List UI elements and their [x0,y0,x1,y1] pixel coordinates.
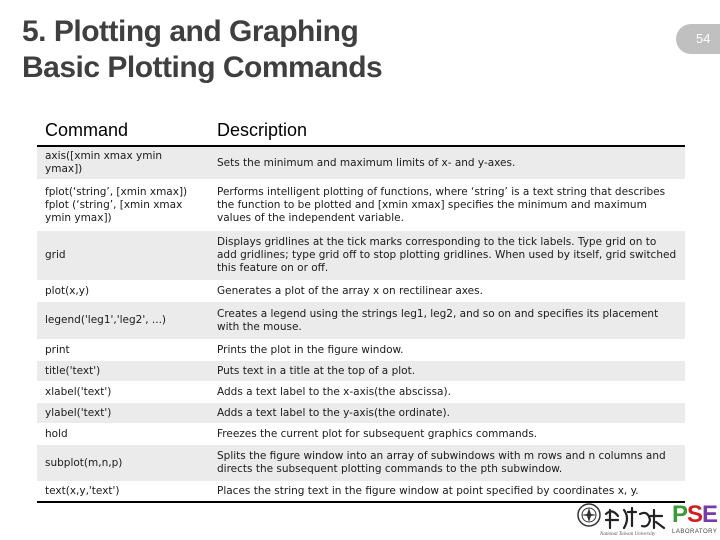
description-cell: Puts text in a title at the top of a plot. [209,361,685,382]
table-row [37,281,685,302]
page-title [22,14,382,86]
university-seal-icon [576,502,602,532]
command-cell: hold [37,424,209,445]
description-cell: Prints the plot in the figure window. [209,340,685,361]
command-cell: legend('leg1','leg2', ...) [37,302,209,340]
table-row [37,482,685,503]
description-cell: Adds a text label to the y-axis(the ordinate). [209,403,685,424]
table-row [37,445,685,482]
laboratory-label: LABORATORY [672,529,718,535]
table-row [37,340,685,361]
footer-logos [576,502,716,538]
description-cell: Generates a plot of the array x on rectilinear axes. [209,281,685,302]
description-cell: Adds a text label to the x-axis(the abscissa). [209,382,685,403]
description-cell: Sets the minimum and maximum limits of x- and y-axes. [209,146,685,180]
command-cell: subplot(m,n,p) [37,445,209,482]
command-cell: title('text') [37,361,209,382]
description-cell: Displays gridlines at the tick marks corresponding to the tick labels. Type grid on to add gridlines; type grid off to stop plotting gridlines. When used by itself, grid switched this feature on or off. [209,231,685,281]
table-row [37,424,685,445]
commands-table [37,113,685,503]
command-cell: fplot(‘string’, [xmin xmax]) fplot (‘string’, [xmin xmax ymin ymax]) [37,180,209,231]
command-cell: axis([xmin xmax ymin ymax]) [37,146,209,180]
table-row [37,146,685,180]
pse-logo [672,502,717,528]
command-cell: plot(x,y) [37,281,209,302]
header-description: Description [217,119,308,140]
title-line-2: Basic Plotting Commands [22,51,383,84]
description-cell: Splits the figure window into an array of subwindows with m rows and n columns and directs the subsequent plotting commands to the pth subwindow. [209,445,685,482]
table-row [37,231,685,281]
description-cell: Performs intelligent plotting of functions, where ‘string’ is a text string that describes the function to be plotted and [xmin xmax] specifies the minimum and maximum values of the independent variable. [209,180,685,231]
pse-letter-p: P [672,501,688,528]
table-row [37,403,685,424]
pse-letter-e: E [702,501,718,528]
university-caption: National Taiwan University [600,532,656,537]
table-row [37,180,685,231]
command-cell: xlabel('text') [37,382,209,403]
command-cell: ylabel('text') [37,403,209,424]
description-cell: Places the string text in the figure window at point specified by coordinates x, y. [209,482,685,503]
table-header [37,113,685,146]
university-calligraphy-icon [604,506,668,532]
command-cell: grid [37,231,209,281]
header-command: Command [45,119,129,140]
description-cell: Creates a legend using the strings leg1, leg2, and so on and specifies its placement with the mouse. [209,302,685,340]
command-cell: print [37,340,209,361]
table-row [37,302,685,340]
command-cell: text(x,y,'text') [37,482,209,503]
description-cell: Freezes the current plot for subsequent graphics commands. [209,424,685,445]
title-line-1: 5. Plotting and Graphing [22,15,359,48]
pse-letter-s: S [687,501,703,528]
table-row [37,382,685,403]
page-number-badge: 54 [676,24,720,54]
table-row [37,361,685,382]
